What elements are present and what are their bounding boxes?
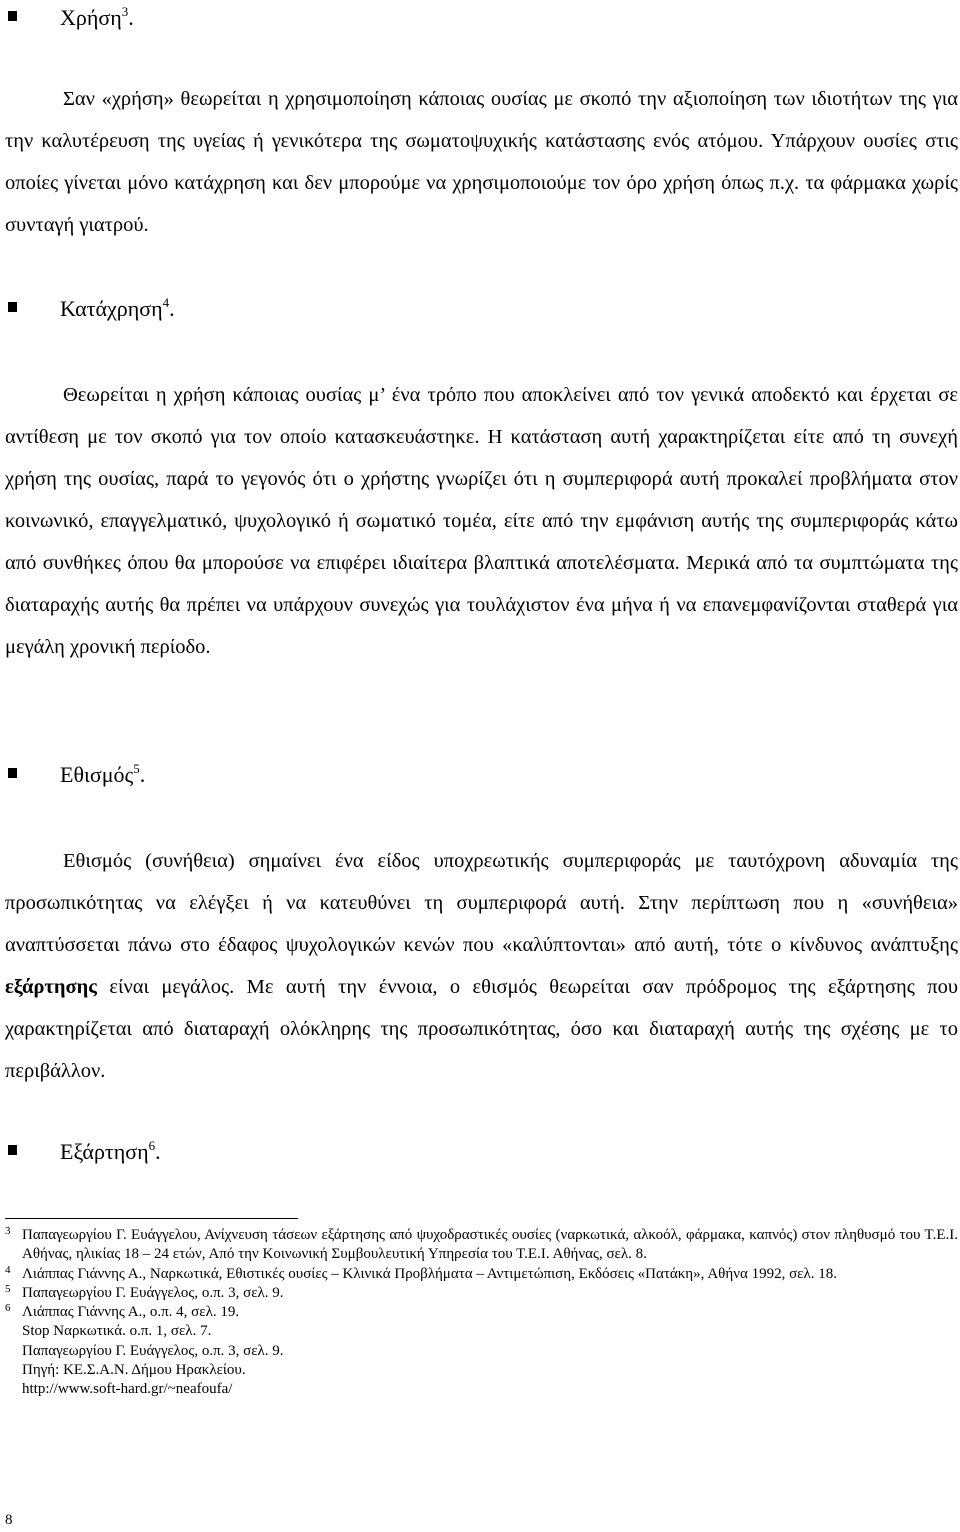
paragraph-abuse: Θεωρείται η χρήση κάποιας ουσίας μ’ ένα τρόπο που αποκλείνει από τον γενικά αποδεκτό και έρχεται σε αντίθεση με τον σκοπό για τον οποίο κατασκευάστηκε. Η κατάσταση αυτή χαρακτηρίζεται είτε από τη συνεχή χρήση της ουσίας, παρά το γεγονός ότι ο χρήστης γνωρίζει ότι η συμπεριφορά αυτή προκαλεί προβλήματα στον κοινωνικό, επαγγελματικό, ψυχολογικό ή σωματικό τομέα, είτε από την εμφάνιση αυτής της συμπεριφοράς κάτω από συνθήκες όπου θα μπορούσε να επιφέρει ιδιαίτερα βλαπτικά αποτελέσματα. Μερικά από τα συμπτώματα της διαταραχής αυτής θα πρέπει να υπάρχουν συνεχώς για τουλάχιστον ένα μήνα ή να επανεμφανίζονται σταθερά για μεγάλη χρονική περίοδο. (5, 384, 958, 658)
heading-use-title: Χρήση (60, 5, 122, 30)
footnote-item (5, 1303, 958, 1322)
footnote-ref-5[interactable]: 5 (133, 761, 140, 776)
document-page: Χρήση$^3$. Σαν «χρήση» θεωρείται η χρησιμοποίηση κάποιας ουσίας με σκοπό την αξιοποίηση των ιδιοτήτων της για την καλυτέρευση της υγείας ή γενικότερα της σωματοψυχικής κατάστασης ενός ατόμου. Υπάρχουν ουσίες στις οποίες γίνεται μόνο κατάχρηση και δεν μπορούμε να χρησιμοποιούμε τον όρο χρήση όπως π.χ. τα φάρμακα χωρίς συνταγή γιατρού. Κατάχρηση$^4$. Θεωρείται η χρήση κάποιας ουσίας μ’ ένα τρόπο που αποκλείνει από τον γενικά αποδεκτό και έρχεται σε αντίθεση με τον σκοπό για τον οποίο κατασκευάστηκε. Η κατάσταση αυτή χαρακτηρίζεται είτε από τη συνεχή χρήση της ουσίας, παρά το γεγονός ότι ο χρήστης γνωρίζει ότι η συμπεριφορά αυτή προκαλεί προβλήματα στον κοινωνικό, επαγγελματικό, ψυχολογικό ή σωματικό τομέα, είτε από την εμφάνιση αυτής της συμπεριφοράς κάτω από συνθήκες όπου θα μπορούσε να επιφέρει ιδιαίτερα βλαπτικά αποτελέσματα. Μερικά από τα συμπτώματα της διαταραχής αυτής θα πρέπει να υπάρχουν συνεχώς για τουλάχιστον ένα μήνα ή να επανεμφανίζονται σταθερά για μεγάλη χρονική περίοδο. Εθισμός$^5$. Εθισμός (συνήθεια) σημαίνει ένα είδος υποχρεωτικής συμπεριφοράς με ταυτόχρονη αδυναμία της προσωπικότητας να ελέγξει ή να κατευθύνει τη συμπεριφορά αυτή. Στην περίπτωση που η «συνήθεια» αναπτύσσεται πάνω στο έδαφος ψυχολογικών κενών που «καλύπτονται» από αυτή, τότε ο κίνδυνος ανάπτυξης εξάρτησης είναι μεγάλος. Με αυτή την έννοια, ο εθισμός θεωρείται σαν πρόδρομος της εξάρτησης που χαρακτηρίζεται από διαταραχή ολόκληρης της προσωπικότητας, όσο και διαταραχή αυτής της σχέσης με το περιβάλλον. Εξάρτηση$^6$. 3 Παπαγεωργίου Γ. Ευάγγελου, Ανίχνευση τάσεων εξάρτησης από ψυχοδραστικές ουσίες (ναρκωτικά, αλκοόλ, φάρμακα, καπνός) στον πληθυσμό του Τ.Ε.Ι. Αθήνας, ηλικίας 18 – 24 ετών, Από την Κοινωνική Συμβουλευτική Υπηρεσία του Τ.Ε.Ι. Αθήνας, σελ. 8. 4 Λιάππας Γιάννης Α., Ναρκωτικά, Εθιστικές ουσίες – Κλινικά Προβλήματα – Αντιμετώπιση, Εκδόσεις «Πατάκη», Αθήνα 1992, σελ. 18. 5 Παπαγεωργίου Γ. Ευάγγελος, ο.π. 3, σελ. 9. 6 Λιάππας Γιάννης Α., ο.π. 4, σελ. 19. Stop Ναρκωτικά. ο.π. 1, σελ. 7. Παπαγεωργίου Γ. Ευάγγελος, ο.π. 3, σελ. 9. Πηγή: ΚΕ.Σ.Α.Ν. Δήμου Ηρακλείου. http://www.soft-hard.gr/~neafoufa/ 8 (5, 4, 958, 1528)
paragraph-habit: Εθισμός (συνήθεια) σημαίνει ένα είδος υποχρεωτικής συμπεριφοράς με ταυτόχρονη αδυναμία της προσωπικότητας να ελέγξει ή να κατευθύνει τη συμπεριφορά αυτή. Στην περίπτωση που η «συνήθεια» αναπτύσσεται πάνω στο έδαφος ψυχολογικών κενών που «καλύπτονται» από αυτή, τότε ο κίνδυνος ανάπτυξης εξάρτησης είναι μεγάλος. Με αυτή την έννοια, ο εθισμός θεωρείται σαν πρόδρομος της εξάρτησης που χαρακτηρίζεται από διαταραχή ολόκληρης της προσωπικότητας, όσο και διαταραχή αυτής της σχέσης με το περιβάλλον. (5, 850, 958, 1082)
footnote-text: Λιάππας Γιάννης Α., Ναρκωτικά, Εθιστικές ουσίες – Κλινικά Προβλήματα – Αντιμετώπιση, Εκδόσεις «Πατάκη», Αθήνα 1992, σελ. 18. (22, 1265, 837, 1282)
heading-habit-title: Εθισμός (60, 762, 134, 787)
footnote-number: 3 (5, 1225, 11, 1237)
footnote-text: Παπαγεωργίου Γ. Ευάγγελος, ο.π. 3, σελ. 9. (22, 1284, 284, 1301)
footnote-item (5, 1265, 958, 1284)
source-link[interactable]: http://www.soft-hard.gr/~neafoufa/ (22, 1381, 233, 1398)
page-number: 8 (5, 1512, 13, 1528)
footnote-item (5, 1226, 958, 1265)
paragraph-use: Σαν «χρήση» θεωρείται η χρησιμοποίηση κάποιας ουσίας με σκοπό την αξιοποίηση των ιδιοτήτων της για την καλυτέρευση της υγείας ή γενικότερα της σωματοψυχικής κατάστασης ενός ατόμου. Υπάρχουν ουσίες στις οποίες γίνεται μόνο κατάχρηση και δεν μπορούμε να χρησιμοποιούμε τον όρο χρήση όπως π.χ. τα φάρμακα χωρίς συνταγή γιατρού. (5, 88, 958, 236)
heading-abuse-title: Κατάχρηση (60, 296, 163, 321)
bold-term: εξάρτησης (5, 976, 97, 998)
source-line: Stop Ναρκωτικά. ο.π. 1, σελ. 7. (22, 1323, 212, 1340)
footnote-ref-3[interactable]: 3 (121, 4, 129, 19)
square-bullet-icon (8, 1145, 17, 1155)
footnote-ref-6[interactable]: 6 (148, 1138, 156, 1153)
footnote-text: Παπαγεωργίου Γ. Ευάγγελου, Ανίχνευση τάσεων εξάρτησης από ψυχοδραστικές ουσίες (ναρκωτικά, αλκοόλ, φάρμακα, καπνός) στον πληθυσμό του Τ.Ε.Ι. Αθήνας, ηλικίας 18 – 24 ετών, Από την Κοινωνική Συμβουλευτική Υπηρεσία του Τ.Ε.Ι. Αθήνας, σελ. 8. (22, 1227, 958, 1263)
square-bullet-icon (8, 768, 17, 778)
footnote-ref-4[interactable]: 4 (162, 295, 170, 310)
footnote-item (5, 1284, 958, 1303)
footnote-text: Λιάππας Γιάννης Α., ο.π. 4, σελ. 19. (22, 1304, 240, 1321)
footnote-number: 6 (5, 1302, 11, 1315)
square-bullet-icon (8, 11, 17, 21)
footnote-number: 4 (5, 1263, 11, 1276)
footnote-separator (5, 1218, 298, 1219)
source-line: Πηγή: ΚΕ.Σ.Α.Ν. Δήμου Ηρακλείου. (22, 1362, 246, 1379)
square-bullet-icon (8, 302, 17, 312)
source-line: Παπαγεωργίου Γ. Ευάγγελος, ο.π. 3, σελ. 9. (22, 1342, 284, 1359)
footnotes (5, 1226, 958, 1400)
heading-dependence-title: Εξάρτηση (60, 1139, 149, 1164)
footnote-number: 5 (5, 1282, 11, 1295)
